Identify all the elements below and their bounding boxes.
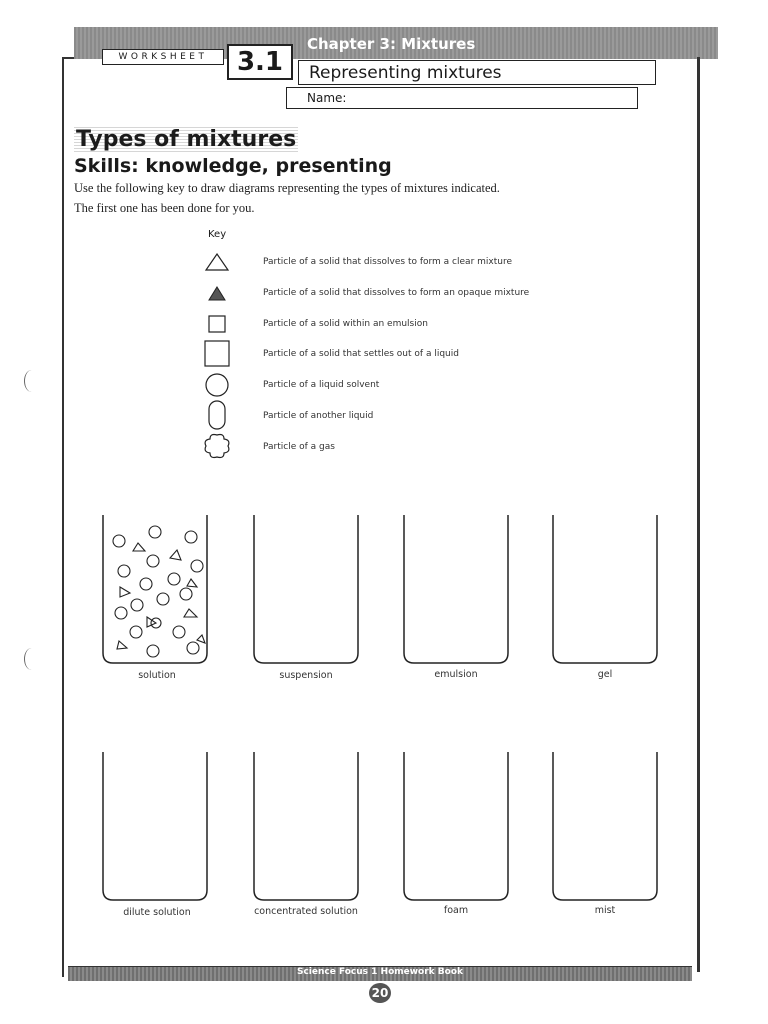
key-item-text: Particle of a gas: [263, 442, 335, 452]
beaker-foam[interactable]: [402, 752, 510, 904]
section-heading: Types of mixtures: [76, 127, 297, 152]
page-number: 20: [369, 983, 391, 1003]
worksheet-label: WORKSHEET: [102, 49, 224, 65]
beaker-concentrated-solution[interactable]: [252, 752, 360, 904]
key-item-text: Particle of a solid within an emulsion: [263, 319, 428, 329]
beaker-label: emulsion: [434, 669, 478, 680]
circle-icon: [200, 370, 234, 400]
cloud-icon: [200, 431, 234, 461]
small-square-icon: [200, 309, 234, 339]
footer-book-title: Science Focus 1 Homework Book: [296, 967, 464, 977]
beaker-label: suspension: [279, 670, 333, 681]
key-item-text: Particle of a solid that settles out of a liquid: [263, 349, 459, 359]
key-item-text: Particle of another liquid: [263, 411, 374, 421]
key-item-text: Particle of a solid that dissolves to form a clear mixture: [263, 257, 512, 267]
beaker-emulsion[interactable]: [402, 515, 510, 667]
name-field[interactable]: [286, 87, 638, 109]
open-triangle-icon: [200, 248, 234, 278]
binder-hole: [24, 370, 39, 392]
binder-hole: [24, 648, 39, 670]
beaker-dilute-solution[interactable]: [101, 752, 209, 904]
beaker-label: foam: [443, 905, 469, 916]
oval-icon: [200, 400, 234, 430]
beaker-label: mist: [594, 905, 616, 916]
frame-line: [62, 57, 74, 59]
key-item-text: Particle of a liquid solvent: [263, 380, 380, 390]
key-item-text: Particle of a solid that dissolves to form an opaque mixture: [263, 288, 530, 298]
worksheet-number: 3.1: [227, 44, 293, 80]
beaker-gel[interactable]: [551, 515, 659, 667]
chapter-title: Chapter 3: Mixtures: [307, 35, 476, 53]
beaker-solution[interactable]: [101, 515, 209, 667]
frame-line: [62, 57, 64, 977]
beaker-label: dilute solution: [123, 907, 191, 918]
instruction-line: The first one has been done for you.: [74, 201, 255, 215]
worksheet-title: Representing mixtures: [298, 60, 656, 85]
beaker-label: solution: [138, 670, 176, 681]
filled-triangle-icon: [200, 279, 234, 309]
instruction-line: Use the following key to draw diagrams representing the types of mixtures indicated.: [74, 181, 500, 195]
large-square-icon: [200, 339, 234, 369]
beaker-label: concentrated solution: [254, 906, 358, 917]
frame-line: [697, 57, 700, 972]
beaker-suspension[interactable]: [252, 515, 360, 667]
beaker-mist[interactable]: [551, 752, 659, 904]
name-label: Name:: [307, 91, 347, 105]
key-label: Key: [208, 229, 227, 240]
skills-heading: Skills: knowledge, presenting: [74, 155, 392, 177]
beaker-label: gel: [597, 669, 613, 680]
